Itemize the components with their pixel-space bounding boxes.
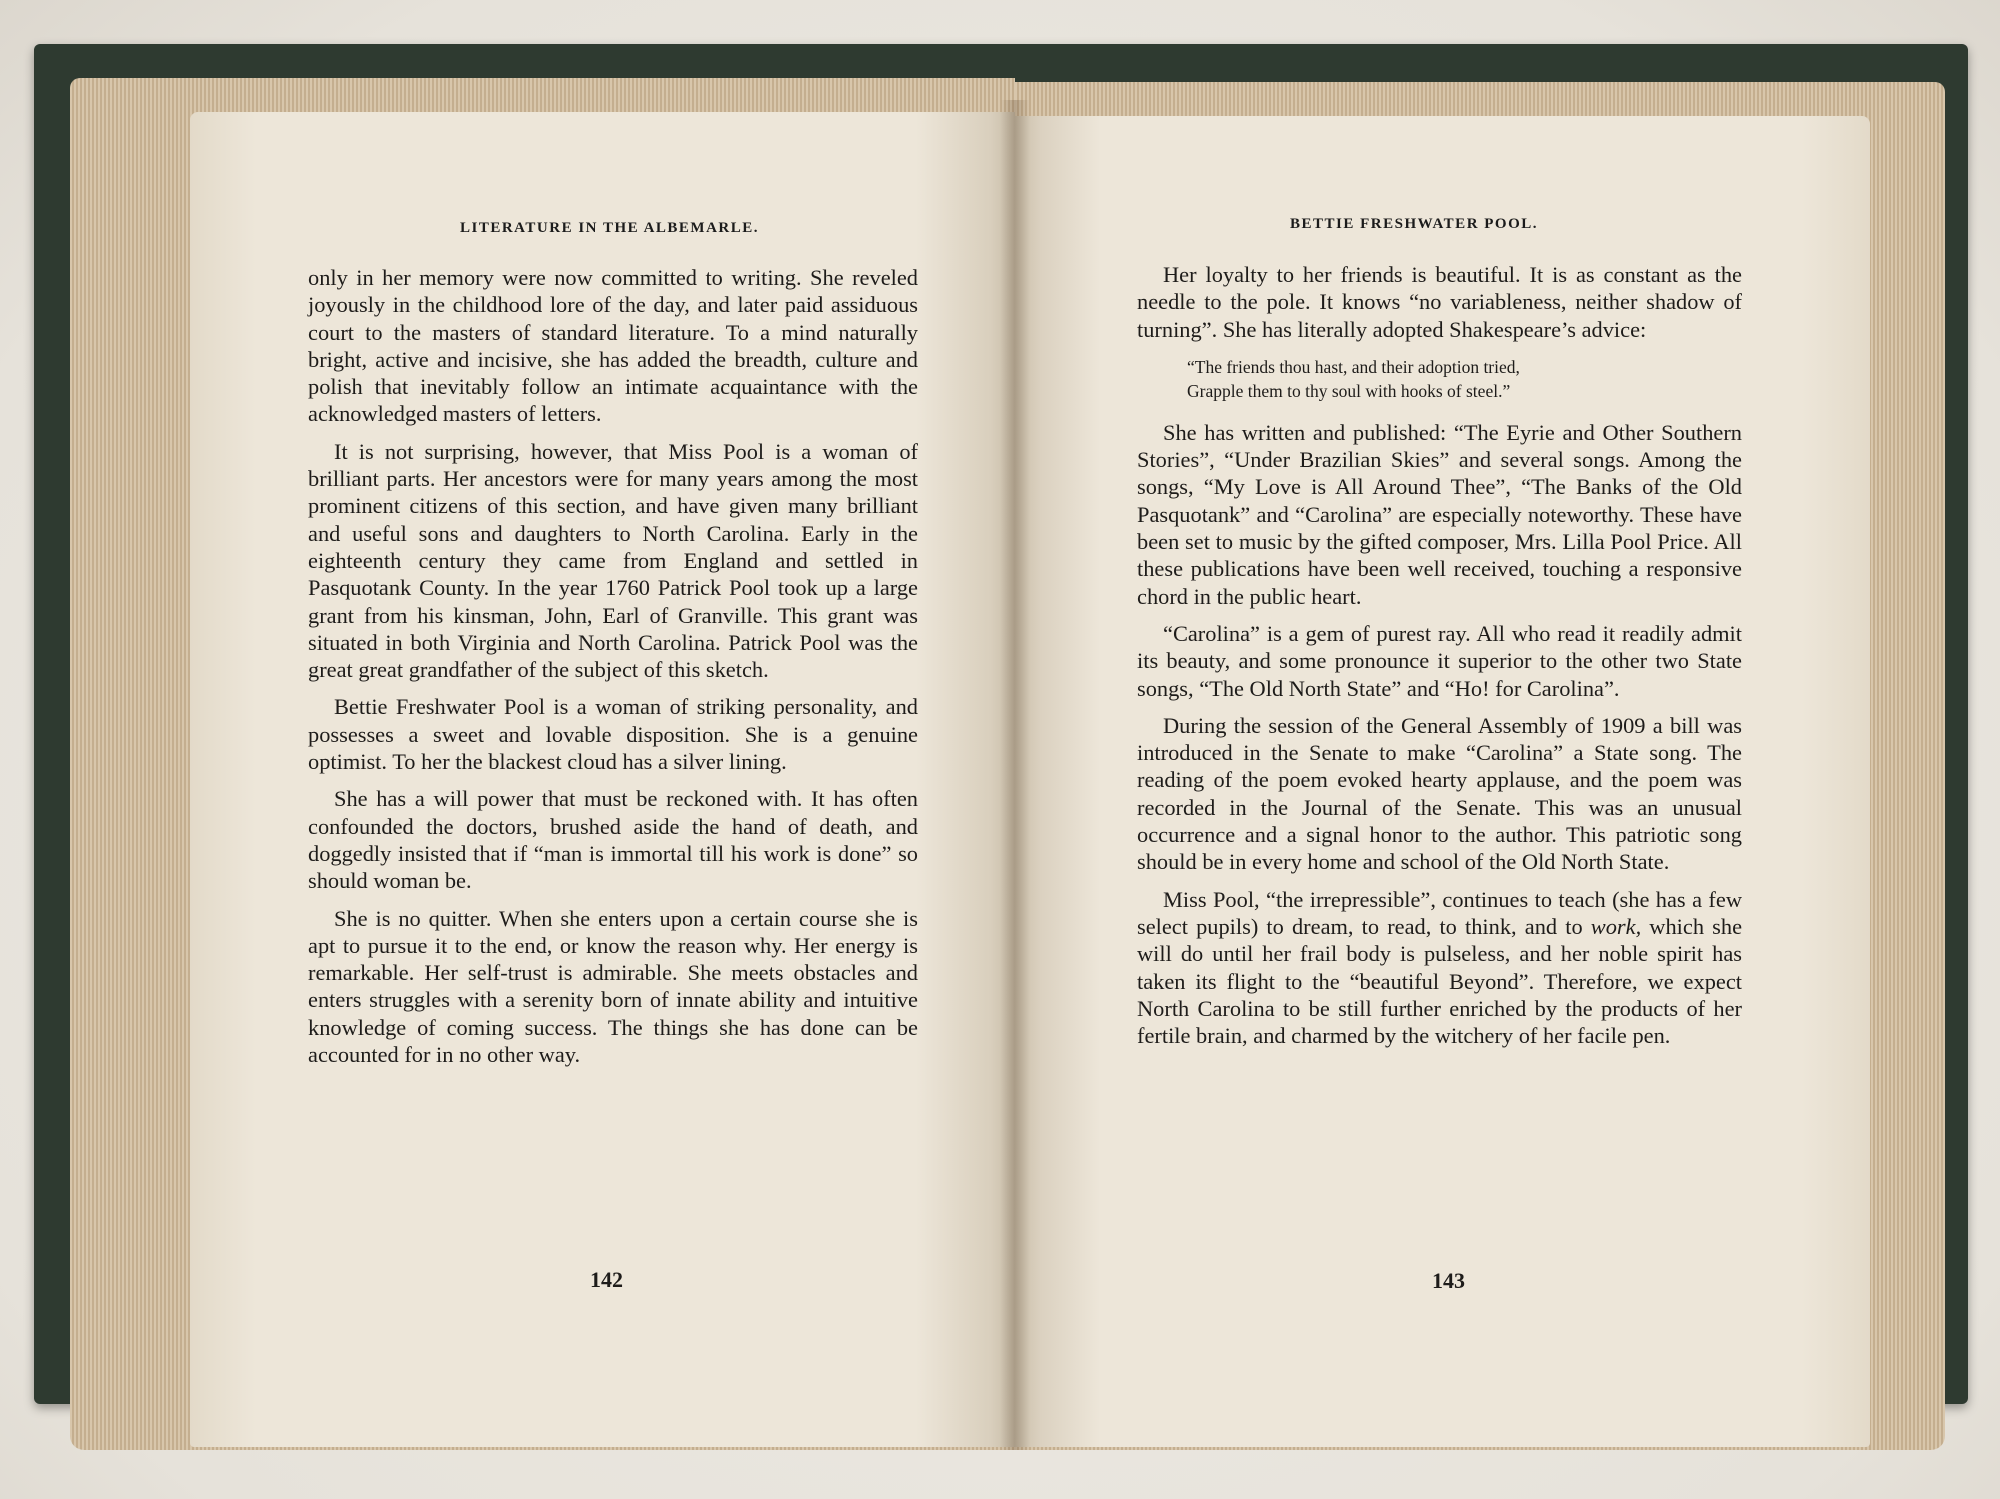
left-running-head: LITERATURE IN THE ALBEMARLE. [460,220,760,236]
left-page-body [308,264,918,1068]
quote-line: “The friends thou hast, and their adoption tried, [1187,356,1520,377]
right-page [1015,116,1870,1447]
paragraph: She has written and published: “The Eyrie and Other Southern Stories”, “Under Brazilian Skies” and several songs. Among the songs, “My Love is All Around Thee”, “The Banks of the Old Pasquotank” and “Carolina” are especially noteworthy. These have been set to music by the gifted composer, Mrs. Lilla Pool Price. All these publications have been well received, touching a responsive chord in the public heart. [1137,419,1742,609]
paragraph: only in her memory were now committed to writing. She reveled joyously in the childhood lore of the day, and later paid assiduous court to the masters of standard literature. To a mind naturally bright, active and incisive, she has added the breadth, culture and polish that inevitably follow an intimate acquaintance with the acknowledged masters of letters. [308,265,918,427]
right-running-head: BETTIE FRESHWATER POOL. [1290,216,1539,232]
page-number: 143 [1432,1268,1465,1293]
spine-gutter-shadow [1000,100,1030,1450]
emphasized-word: work, [1590,913,1642,939]
left-page [190,112,1015,1447]
paragraph-text: Miss Pool, “the irrepressible”, continues to teach (she has a few select pupils) to dream, to read, to think, and to [1137,886,1742,939]
shakespeare-quote [1187,355,1742,403]
paragraph: Her loyalty to her friends is beautiful. It is as constant as the needle to the pole. It knows “no variableness, neither shadow of turning”. She has literally adopted Shakespeare’s advice: [1137,262,1742,342]
quote-line: Grapple them to thy soul with hooks of steel.” [1187,380,1511,401]
paragraph [1137,886,1742,1050]
paragraph: During the session of the General Assembly of 1909 a bill was introduced in the Senate to make “Carolina” a State song. The reading of the poem evoked hearty applause, and the poem was recorded in the Journal of the Senate. This was an unusual occurrence and a signal honor to the author. This patriotic song should be in every home and school of the Old North State. [1137,712,1742,875]
page-number: 142 [590,1267,623,1292]
paragraph-text: which she will do until her frail body is pulseless, and her noble spirit has taken its flight to the “beautiful Beyond”. Therefore, we expect North Carolina to be still further enriched by the products of her fertile brain, and charmed by the witchery of her facile pen. [1137,913,1743,1049]
paragraph: She has a will power that must be reckoned with. It has often confounded the doctors, brushed aside the hand of death, and doggedly insisted that if “man is immortal till his work is done” so should woman be. [308,786,918,894]
paragraph: It is not surprising, however, that Miss Pool is a woman of brilliant parts. Her ancestors were for many years among the most prominent citizens of this section, and have given many brilliant and useful sons and daughters to North Carolina. Early in the eighteenth century they came from England and settled in Pasquotank County. In the year 1760 Patrick Pool took up a large grant from his kinsman, John, Earl of Granville. This grant was situated in both Virginia and North Carolina. Patrick Pool was the great great grandfather of the subject of this sketch. [308,438,918,683]
right-page-body [1137,261,1742,1049]
paragraph: Bettie Freshwater Pool is a woman of striking personality, and possesses a sweet and lovable disposition. She is a genuine optimist. To her the blackest cloud has a silver lining. [308,694,918,775]
paragraph: She is no quitter. When she enters upon a certain course she is apt to pursue it to the end, or know the reason why. Her energy is remarkable. Her self-trust is admirable. She meets obstacles and enters struggles with a serenity born of innate ability and intuitive knowledge of coming success. The things she has done can be accounted for in no other way. [308,905,918,1068]
paragraph: “Carolina” is a gem of purest ray. All who read it readily admit its beauty, and some pronounce it superior to the other two State songs, “The Old North State” and “Ho! for Carolina”. [1137,620,1742,701]
